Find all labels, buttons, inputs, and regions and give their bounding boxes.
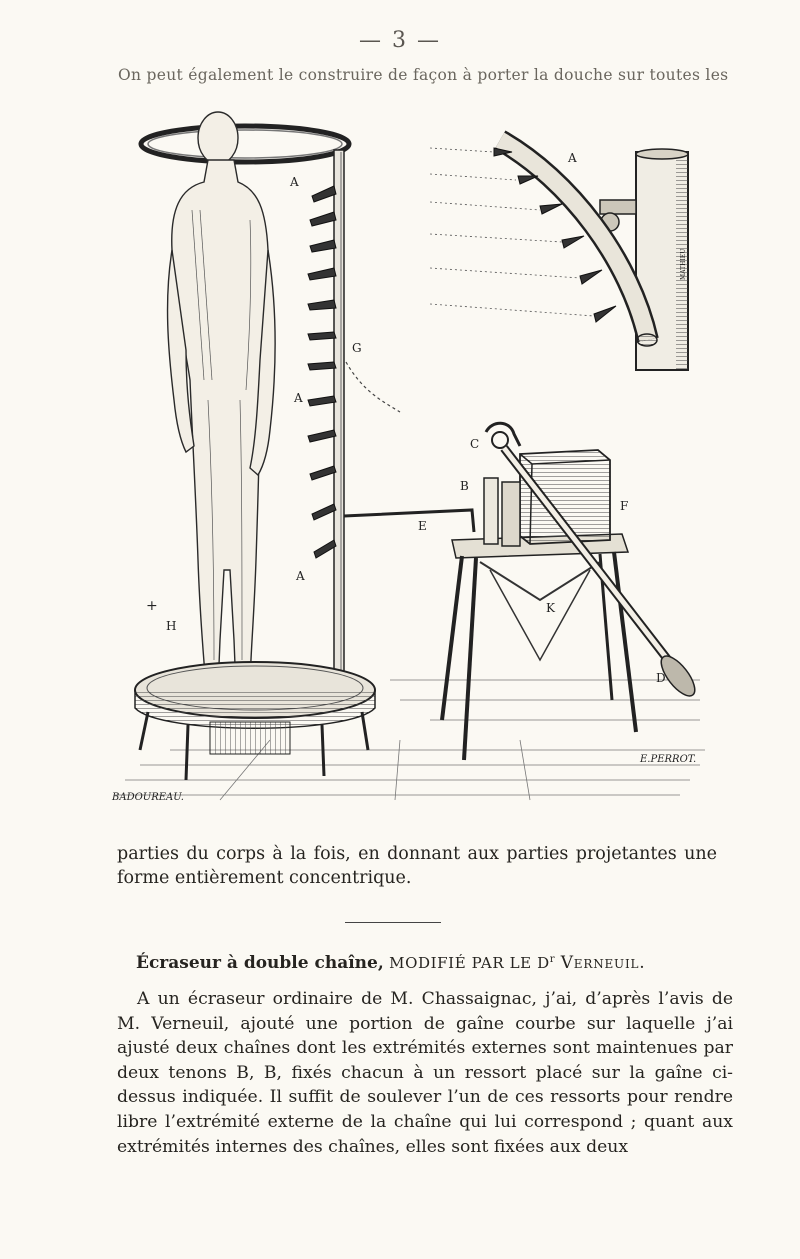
engraving-figure — [100, 100, 710, 835]
label-plus: + — [146, 598, 158, 614]
label-a-top: A — [290, 175, 299, 189]
engraver-signature: BADOUREAU. — [112, 792, 184, 803]
section-subtitle: MODIFIÉ PAR LE D — [383, 954, 550, 972]
pump-stand — [442, 534, 636, 760]
label-e: E — [418, 519, 427, 533]
label-k: K — [546, 601, 555, 615]
label-h: H — [166, 619, 177, 633]
section-heading — [136, 953, 756, 973]
figure-caption: parties du corps à la fois, en donnant aux parties projetantes une forme entièrement concentrique. — [117, 844, 717, 888]
shower-nozzles — [308, 186, 336, 558]
label-d: D — [656, 671, 666, 685]
label-b: B — [460, 479, 469, 493]
pump-cylinders — [484, 423, 520, 546]
label-a-middle: A — [294, 391, 303, 405]
detail-column — [430, 140, 688, 370]
section-title: Écraseur à double chaîne, — [136, 953, 384, 973]
platform-tub — [135, 662, 375, 780]
label-g: G — [352, 341, 362, 355]
label-c: C — [470, 437, 480, 451]
label-a-detail: A — [568, 151, 577, 165]
label-f: F — [620, 499, 629, 513]
standing-figure — [168, 112, 276, 690]
continued-text-line: On peut également le construire de façon à porter la douche sur toutes les — [118, 66, 729, 84]
label-a-lower: A — [296, 569, 305, 583]
section-author: Verneuil. — [554, 953, 646, 973]
label-column-maker: MATHIEU — [680, 248, 687, 280]
artist-signature: E.PERROT. — [640, 754, 697, 765]
section-divider — [345, 922, 441, 923]
page-number: — 3 — — [359, 28, 441, 53]
body-paragraph: A un écraseur ordinaire de M. Chassaignac, j’ai, d’après l’avis de M. Verneuil, ajouté une portion de gaîne courbe sur laquelle j’ai ajusté deux chaînes dont les extrémités externes sont maintenues par deux tenons B, B, fixés chacun à un ressort placé sur la gaîne ci-dessus indiquée. Il suffit de soulever l’un de ces ressorts pour rendre libre l’extrémité externe de la chaîne qui lui correspond ; quant aux extrémités internes des chaînes, elles sont fixées aux deux — [117, 989, 733, 1157]
section-superscript: r — [549, 953, 555, 965]
shower-apparatus-engraving — [100, 100, 710, 835]
